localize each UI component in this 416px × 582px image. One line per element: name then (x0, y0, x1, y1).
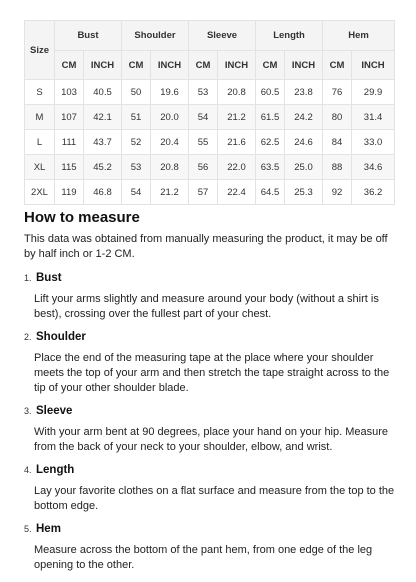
table-cell: 115 (55, 155, 84, 180)
size-table (24, 20, 395, 205)
table-cell: 24.2 (285, 105, 323, 130)
size-cell: L (25, 130, 55, 155)
size-cell: M (25, 105, 55, 130)
table-cell: 54 (189, 105, 218, 130)
table-cell: 88 (323, 155, 352, 180)
step-header (24, 523, 396, 539)
table-row (25, 105, 395, 130)
unit-header-cm: CM (189, 51, 218, 80)
unit-header-inch: INCH (285, 51, 323, 80)
table-cell: 25.3 (285, 180, 323, 205)
table-row (25, 130, 395, 155)
unit-header-inch: INCH (352, 51, 395, 80)
list-item (24, 523, 396, 573)
group-header-bust: Bust (55, 21, 122, 51)
unit-header-inch: INCH (218, 51, 256, 80)
step-title-hem: Hem (36, 523, 61, 535)
step-description: Place the end of the measuring tape at the place where your shoulder meets the top of your arm and then stretch the tape straight across to the tip of your other shoulder blade. (34, 352, 390, 394)
table-cell: 21.6 (218, 130, 256, 155)
table-cell: 31.4 (352, 105, 395, 130)
table-cell: 63.5 (256, 155, 285, 180)
table-cell: 61.5 (256, 105, 285, 130)
step-title-shoulder: Shoulder (36, 331, 86, 343)
table-cell: 20.8 (151, 155, 189, 180)
table-cell: 20.8 (218, 80, 256, 105)
table-row (25, 180, 395, 205)
table-cell: 53 (189, 80, 218, 105)
intro-text: This data was obtained from manually measuring the product, it may be off by half inch or 1-2 CM. (24, 233, 388, 260)
table-cell: 20.0 (151, 105, 189, 130)
table-cell: 20.4 (151, 130, 189, 155)
table-cell: 24.6 (285, 130, 323, 155)
group-header-hem: Hem (323, 21, 395, 51)
measure-steps-list (24, 272, 396, 573)
table-cell: 25.0 (285, 155, 323, 180)
table-cell: 22.4 (218, 180, 256, 205)
step-header (24, 405, 396, 421)
table-cell: 40.5 (84, 80, 122, 105)
table-cell: 36.2 (352, 180, 395, 205)
table-row (25, 80, 395, 105)
table-cell: 33.0 (352, 130, 395, 155)
table-cell: 80 (323, 105, 352, 130)
group-header-shoulder: Shoulder (122, 21, 189, 51)
table-cell: 103 (55, 80, 84, 105)
table-cell: 64.5 (256, 180, 285, 205)
unit-header-cm: CM (323, 51, 352, 80)
list-item (24, 464, 396, 514)
group-header-sleeve: Sleeve (189, 21, 256, 51)
table-cell: 62.5 (256, 130, 285, 155)
size-chart (24, 20, 394, 205)
step-header (24, 331, 396, 347)
table-cell: 43.7 (84, 130, 122, 155)
group-header-length: Length (256, 21, 323, 51)
unit-header-cm: CM (256, 51, 285, 80)
section-title: How to measure (24, 209, 140, 226)
table-cell: 29.9 (352, 80, 395, 105)
table-cell: 50 (122, 80, 151, 105)
unit-header-cm: CM (122, 51, 151, 80)
list-item (24, 272, 396, 322)
table-cell: 42.1 (84, 105, 122, 130)
table-cell: 21.2 (151, 180, 189, 205)
table-cell: 46.8 (84, 180, 122, 205)
step-header (24, 272, 396, 288)
size-cell: S (25, 80, 55, 105)
table-cell: 76 (323, 80, 352, 105)
table-cell: 51 (122, 105, 151, 130)
table-cell: 55 (189, 130, 218, 155)
table-cell: 57 (189, 180, 218, 205)
list-item (24, 405, 396, 455)
table-cell: 111 (55, 130, 84, 155)
table-cell: 84 (323, 130, 352, 155)
step-number: 5. (24, 524, 32, 534)
step-description: Lift your arms slightly and measure around your body (without a shirt is best), crossing over the fullest part of your chest. (34, 293, 379, 320)
table-cell: 34.6 (352, 155, 395, 180)
size-column-header: Size (25, 21, 55, 80)
step-description: With your arm bent at 90 degrees, place your hand on your hip. Measure from the back of your neck to your shoulder, elbow, and wrist. (34, 426, 389, 453)
step-header (24, 464, 396, 480)
table-cell: 56 (189, 155, 218, 180)
table-cell: 21.2 (218, 105, 256, 130)
table-cell: 19.6 (151, 80, 189, 105)
unit-header-inch: INCH (151, 51, 189, 80)
table-cell: 60.5 (256, 80, 285, 105)
step-number: 2. (24, 332, 32, 342)
step-title-length: Length (36, 464, 75, 476)
step-number: 4. (24, 465, 32, 475)
table-cell: 52 (122, 130, 151, 155)
table-cell: 22.0 (218, 155, 256, 180)
table-cell: 119 (55, 180, 84, 205)
table-cell: 53 (122, 155, 151, 180)
size-cell: 2XL (25, 180, 55, 205)
table-cell: 92 (323, 180, 352, 205)
table-cell: 45.2 (84, 155, 122, 180)
step-description: Measure across the bottom of the pant hem, from one edge of the leg opening to the other. (34, 544, 373, 571)
unit-header-inch: INCH (84, 51, 122, 80)
size-cell: XL (25, 155, 55, 180)
step-description: Lay your favorite clothes on a flat surface and measure from the top to the bottom edge. (34, 485, 395, 512)
list-item (24, 331, 396, 396)
step-number: 3. (24, 406, 32, 416)
table-cell: 107 (55, 105, 84, 130)
step-title-sleeve: Sleeve (36, 405, 73, 417)
unit-header-cm: CM (55, 51, 84, 80)
step-number: 1. (24, 273, 32, 283)
table-cell: 23.8 (285, 80, 323, 105)
table-cell: 54 (122, 180, 151, 205)
table-row (25, 155, 395, 180)
how-to-measure-section (24, 208, 396, 582)
step-title-bust: Bust (36, 272, 62, 284)
